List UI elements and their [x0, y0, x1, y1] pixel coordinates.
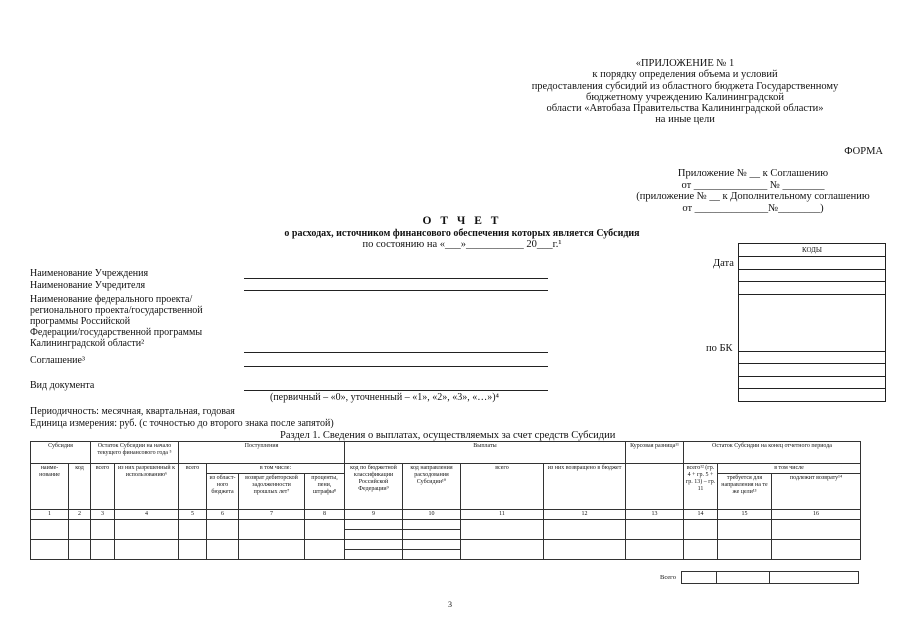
col-number: 14 [684, 510, 718, 520]
title-date: по состоянию на «___»___________ 20___г.¹ [362, 239, 562, 250]
col-number: 1 [31, 510, 69, 520]
doc-type-label: Вид документа [30, 380, 95, 391]
forma-label: ФОРМА [844, 146, 883, 157]
col-number: 15 [718, 510, 772, 520]
institution-label: Наименование Учреждения [30, 268, 149, 279]
th-payments: Выплаты [345, 442, 626, 464]
th-direction: код направления расходования Субсидии¹⁰ [403, 464, 461, 510]
col-number: 10 [403, 510, 461, 520]
th-receipts: Поступления [179, 442, 345, 464]
col-number: 2 [69, 510, 91, 520]
col-number: 7 [239, 510, 305, 520]
col-number: 12 [544, 510, 626, 520]
periodicity-label: Периодичность: месячная, квартальная, годовая [30, 406, 235, 417]
th-total: всего [91, 464, 115, 510]
header-line: предоставления субсидий из областного бюджета Государственному [531, 80, 839, 92]
col-number: 13 [626, 510, 684, 520]
header-line: на иные цели [655, 114, 715, 126]
codes-cell[interactable] [739, 269, 885, 282]
th-end-total: всего¹² (гр. 4 + гр. 5 + гр. 13) – гр. 11 [684, 464, 718, 510]
col-number: 9 [345, 510, 403, 520]
project-label-line: Калининградской области² [30, 338, 145, 349]
project-label-line: регионального проекта/государственной [30, 305, 203, 316]
annex-line: (приложение № __ к Дополнительному соглашению [636, 191, 870, 202]
th-interest: проценты, пени, штрафы⁸ [305, 474, 345, 510]
th-balance-start: Остаток Субсидии на начало текущего финансового года ⁵ [91, 442, 179, 464]
table-row[interactable] [31, 520, 861, 530]
th-subsidy: Субсидия [31, 442, 91, 464]
th-rate-sub [626, 464, 684, 510]
project-label-line: Наименование федерального проекта/ [30, 294, 193, 305]
codes-cell[interactable] [739, 388, 885, 401]
codes-header: КОДЫ [801, 246, 823, 254]
col-number: 16 [772, 510, 861, 520]
total-cell[interactable] [769, 571, 859, 584]
project-label-line: программы Российской [30, 316, 131, 327]
th-pay-total: всего [461, 464, 544, 510]
payments-table [30, 441, 861, 560]
annex-line: от ______________№________) [682, 202, 824, 214]
section-title: Раздел 1. Сведения о выплатах, осуществляемых за счет средств Субсидии [280, 430, 616, 441]
codes-cell-bk[interactable] [739, 351, 885, 364]
annex-block [623, 168, 883, 214]
th-balance-end: Остаток Субсидии на конец отчетного периода [684, 442, 861, 464]
th-incl2: в том числе [718, 464, 861, 474]
annex-line: Приложение № __ к Соглашению [677, 168, 829, 179]
project-label [30, 294, 203, 349]
th-code: код [69, 464, 91, 510]
founder-label: Наименование Учредителя [30, 280, 146, 291]
th-incl: в том числе: [207, 464, 345, 474]
doc-type-hint: (первичный – «0», уточненный – «1», «2», «3», «…»)⁴ [270, 392, 500, 403]
report-title [262, 216, 662, 251]
col-number: 8 [305, 510, 345, 520]
codes-cell[interactable] [739, 281, 885, 294]
institution-line[interactable] [244, 278, 548, 279]
th-return: возврат дебиторской задолженности прошлых лет⁷ [239, 474, 305, 510]
title-sub: о расходах, источником финансового обеспечения которых является Субсидия [284, 227, 640, 239]
header-line: к порядку определения объема и условий [592, 69, 778, 81]
table-row[interactable] [31, 540, 861, 550]
total-cell[interactable] [681, 571, 717, 584]
project-label-line: Федерации/государственной программы [30, 327, 203, 338]
unit-label: Единица измерения: руб. (с точностью до второго знака после запятой) [30, 418, 334, 429]
title-main: О Т Ч Е Т [422, 215, 502, 227]
total-label: Всего [660, 574, 676, 581]
annex-line: от ______________ № ________ [681, 179, 825, 191]
th-region: из област-ного бюджета [207, 474, 239, 510]
th-needed: требуется для направления на те же цели¹³ [718, 474, 772, 510]
header-line: области «Автобаза Правительства Калининградской области» [546, 103, 824, 115]
bk-label: по БК [706, 343, 733, 354]
project-line[interactable] [244, 352, 548, 353]
agreement-line[interactable] [244, 366, 548, 367]
th-to-return: подлежит возврату¹⁴ [772, 474, 861, 510]
appendix-header [520, 58, 850, 126]
col-number: 5 [179, 510, 207, 520]
col-number: 6 [207, 510, 239, 520]
date-label: Дата [713, 258, 734, 269]
header-line: бюджетному учреждению Калининградской [586, 91, 784, 103]
codes-cell-date[interactable] [739, 256, 885, 269]
th-returned: из них возвращено в бюджет [544, 464, 626, 510]
header-line: «ПРИЛОЖЕНИЕ № 1 [635, 58, 735, 69]
total-cell[interactable] [715, 571, 770, 584]
col-number: 3 [91, 510, 115, 520]
column-numbers-row [31, 510, 861, 520]
th-rate: Курсовая разница¹¹ [626, 442, 684, 464]
col-number: 11 [461, 510, 544, 520]
founder-line[interactable] [244, 290, 548, 291]
th-rec-total: всего [179, 464, 207, 510]
agreement-label: Соглашение³ [30, 355, 85, 366]
th-allowed: из них разрешенный к использованию⁶ [115, 464, 179, 510]
codes-box [738, 243, 886, 402]
doc-type-line[interactable] [244, 390, 548, 391]
th-bk-code: код по бюджетной классификации Российской Федерации⁹ [345, 464, 403, 510]
codes-cell[interactable] [739, 376, 885, 389]
page-number: 3 [448, 600, 452, 609]
th-name: наиме-нование [31, 464, 69, 510]
codes-cell[interactable] [739, 363, 885, 376]
codes-cell[interactable] [739, 294, 885, 351]
col-number: 4 [115, 510, 179, 520]
